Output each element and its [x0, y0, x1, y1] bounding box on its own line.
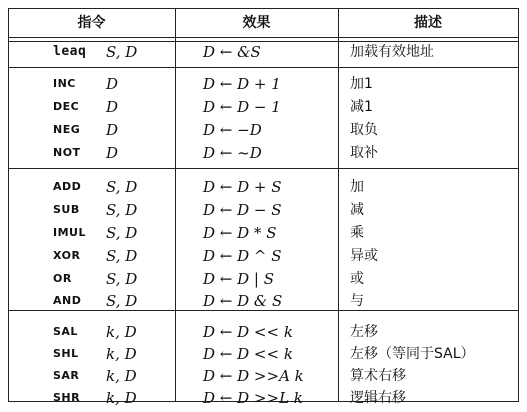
operands: D — [106, 75, 119, 93]
operands: S, D — [106, 224, 138, 242]
table-row — [8, 322, 519, 342]
effect: D ← D << k — [203, 345, 293, 363]
group-divider — [8, 168, 519, 169]
opcode: DEC — [53, 100, 80, 113]
description: 算术右移 — [350, 368, 406, 384]
table-row — [8, 388, 519, 408]
effect: D ← D − S — [203, 201, 282, 219]
description: 与 — [350, 293, 364, 309]
effect: D ← D >>A k — [203, 367, 304, 385]
effect: D ← D + S — [203, 178, 282, 196]
opcode: SHR — [53, 391, 81, 404]
description: 取负 — [350, 122, 378, 138]
group-divider — [8, 67, 519, 68]
description: 加1 — [350, 76, 373, 92]
effect: D ← D & S — [203, 292, 283, 310]
operands: k, D — [106, 389, 137, 407]
description: 或 — [350, 271, 364, 287]
opcode: SAL — [53, 325, 78, 338]
opcode: leaq — [53, 44, 87, 59]
effect: D ← D ^ S — [203, 247, 282, 265]
effect: D ← D + 1 — [203, 75, 281, 93]
table-row — [8, 366, 519, 386]
table-row — [8, 143, 519, 163]
effect: D ← ~D — [203, 144, 262, 162]
effect: D ← D | S — [203, 270, 275, 288]
description: 左移（等同于SAL） — [350, 346, 475, 362]
opcode: ADD — [53, 180, 82, 193]
operands: S, D — [106, 292, 138, 310]
effect: D ← D >>L k — [203, 389, 303, 407]
table-row — [8, 42, 519, 62]
opcode: XOR — [53, 249, 81, 262]
opcode: NOT — [53, 146, 81, 159]
effect: D ← −D — [203, 121, 262, 139]
table-row — [8, 97, 519, 117]
header-effect: 效果 — [242, 15, 271, 31]
opcode: SHL — [53, 347, 79, 360]
operands: k, D — [106, 367, 137, 385]
effect: D ← D << k — [203, 323, 293, 341]
table-row — [8, 246, 519, 266]
opcode: OR — [53, 272, 72, 285]
instruction-table — [8, 8, 519, 407]
description: 加载有效地址 — [350, 44, 434, 60]
table-row — [8, 200, 519, 220]
effect: D ← D * S — [203, 224, 277, 242]
description: 逻辑右移 — [350, 390, 406, 406]
description: 乘 — [350, 225, 364, 241]
effect: D ← &S — [203, 43, 261, 61]
table-row — [8, 120, 519, 140]
table-row — [8, 291, 519, 311]
opcode: SAR — [53, 369, 80, 382]
table-top-border — [8, 8, 519, 9]
operands: S, D — [106, 201, 138, 219]
opcode: NEG — [53, 123, 81, 136]
table-row — [8, 74, 519, 94]
opcode: AND — [53, 294, 82, 307]
description: 减1 — [350, 99, 373, 115]
description: 加 — [350, 179, 364, 195]
operands: k, D — [106, 345, 137, 363]
operands: D — [106, 98, 119, 116]
effect: D ← D − 1 — [203, 98, 281, 116]
operands: D — [106, 121, 119, 139]
operands: S, D — [106, 270, 138, 288]
header-instruction: 指令 — [77, 15, 106, 31]
operands: S, D — [106, 43, 138, 61]
operands: S, D — [106, 178, 138, 196]
opcode: IMUL — [53, 226, 86, 239]
operands: k, D — [106, 323, 137, 341]
operands: S, D — [106, 247, 138, 265]
description: 左移 — [350, 324, 378, 340]
operands: D — [106, 144, 119, 162]
header-description: 描述 — [414, 15, 442, 31]
table-row — [8, 177, 519, 197]
table-row — [8, 223, 519, 243]
table-row — [8, 269, 519, 289]
description: 取补 — [350, 145, 378, 161]
opcode: SUB — [53, 203, 80, 216]
description: 减 — [350, 202, 364, 218]
table-row — [8, 344, 519, 364]
opcode: INC — [53, 77, 76, 90]
description: 异或 — [350, 248, 378, 264]
